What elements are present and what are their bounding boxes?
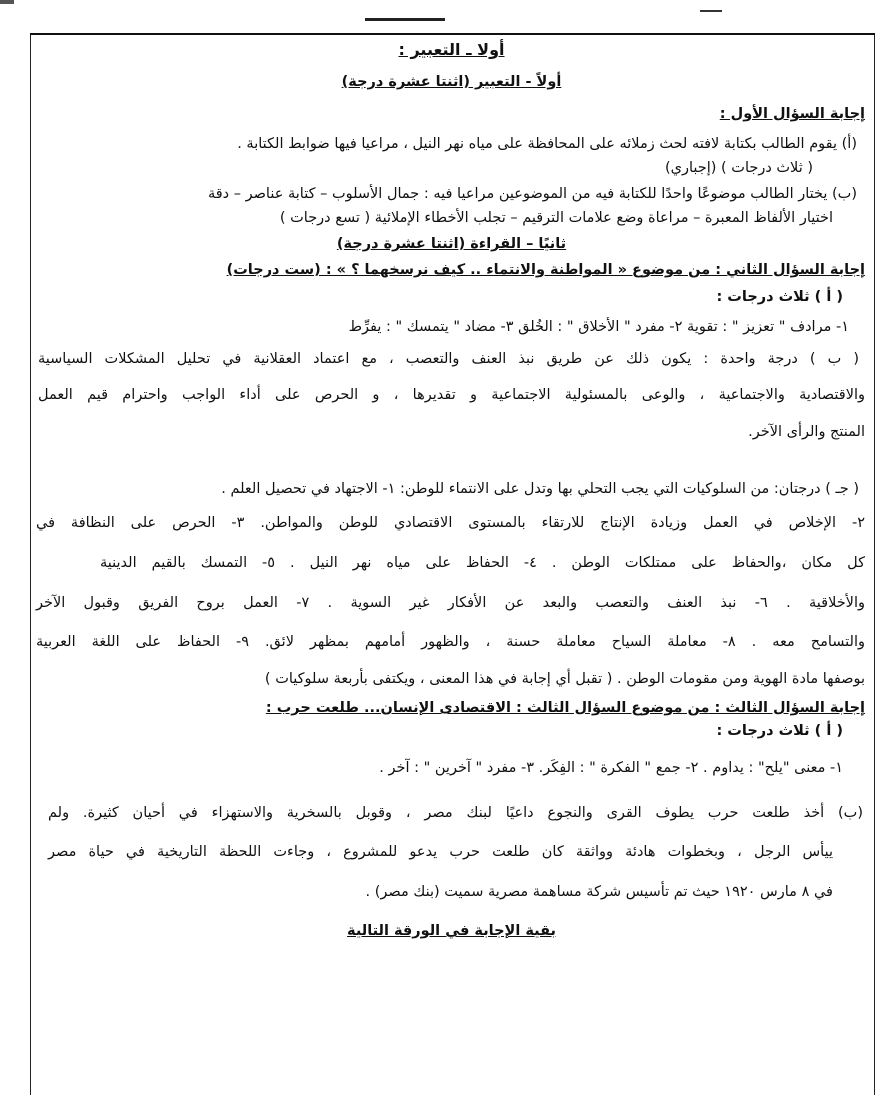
q3-a-title: ( أ ) ثلاث درجات :: [716, 723, 843, 739]
q2-c-line6: بوصفها مادة الهوية ومن مقومات الوطن . ( تقبل أي إجابة في هذا المعنى ، ويكتفى بأربعة سلوكيات ): [264, 671, 865, 687]
q1-a-line2: ( ثلاث درجات ) (إجباري): [664, 160, 813, 176]
q2-a-title: ( أ ) ثلاث درجات :: [716, 289, 843, 305]
q1-b-line1: (ب) يختار الطالب موضوعًا واحدًا للكتابة فيه من الموضوعين مراعيا فيه : جمال الأسلوب – كتابة عناصر – دقة: [207, 186, 857, 202]
top-dash-fragment: [700, 10, 722, 12]
page-title: أولا ـ التعبير :: [398, 40, 505, 59]
q3-b-line3: في ٨ مارس ١٩٢٠ حيث تم تأسيس شركة مساهمة مصرية سميت (بنك مصر) .: [365, 884, 833, 900]
scan-corner-mark: [0, 0, 14, 4]
q2-a-items: ١- مرادف " تعزيز " : تقوية ٢- مفرد " الأخلاق " : الخُلق ٣- مضاد " يتمسك " : يفرِّط: [348, 319, 849, 335]
top-cut-fragment: [365, 8, 445, 21]
q3-label: إجابة السؤال الثالث : من موضوع السؤال الثالث : الاقتصادى الإنسان... طلعت حرب :: [265, 700, 865, 716]
q1-label: إجابة السؤال الأول :: [719, 106, 865, 122]
q3-b-line2: ييأس الرجل ، وبخطوات هادئة وواثقة كان طلعت حرب يدعو للمشروع ، وجاءت اللحظة التاريخية في حياة مصر: [48, 844, 833, 860]
continue-note: بقية الإجابة في الورقة التالية: [347, 923, 556, 939]
q2-c-line4: والأخلاقية . ٦- نبذ العنف والتعصب والبعد عن الأفكار غير السوية . ٧- العمل بروح الفريق وقبول الآخر: [36, 595, 865, 611]
q3-b-line1: (ب) أخذ طلعت حرب يطوف القرى والنجوع داعيًا لبنك مصر ، وقوبل بالسخرية والاستهزاء في أحيان كثيرة. ولم: [48, 805, 863, 821]
section2-title: ثانيًا – القراءة (اثنتا عشرة درجة): [336, 236, 567, 252]
q2-b-line3: المنتج والرأى الآخر.: [748, 424, 865, 440]
q2-b-line1: ( ب ) درجة واحدة : يكون ذلك عن طريق نبذ العنف والتعصب ، مع اعتماد العقلانية في تحليل المشكلات السياسية: [38, 351, 859, 367]
q2-c-line3: كل مكان ،والحفاظ على ممتلكات الوطن . ٤- الحفاظ على مياه نهر النيل . ٥- التمسك بالقيم الدينية: [100, 555, 865, 571]
q2-b-line2: والاقتصادية والاجتماعية ، والوعى بالمسئولية الاجتماعية و تقديرها ، و الحرص على أداء الواجب واحترام قيم العمل: [38, 387, 865, 403]
q2-c-line1: ( جـ ) درجتان: من السلوكيات التي يجب التحلي بها وتدل على الانتماء للوطن: ١- الاجتهاد في تحصيل العلم .: [221, 481, 859, 497]
q3-a-items: ١- معنى "يلح" : يداوم . ٢- جمع " الفكرة " : الفِكَر. ٣- مفرد " آخرين " : آخر .: [379, 760, 843, 776]
section1-title: أولاً - التعبير (اثنتا عشرة درجة): [341, 74, 562, 90]
q1-b-line2: اختيار الألفاظ المعبرة – مراعاة وضع علامات الترقيم – تجلب الأخطاء الإملائية ( تسع درجات ): [279, 210, 833, 226]
q2-c-line2: ٢- الإخلاص في العمل وزيادة الإنتاج للارتقاء بالمستوى الاقتصادي للوطن والمواطن. ٣- الحرص على النظافة في: [36, 515, 866, 531]
q1-a-line1: (أ) يقوم الطالب بكتابة لافته لحث زملائه على المحافظة على مياه نهر النيل ، مراعيا فيها ضوابط الكتابة .: [237, 136, 857, 152]
q2-label: إجابة السؤال الثاني : من موضوع « المواطنة والانتماء .. كيف نرسخهما ؟ » : (ست درجات): [226, 262, 865, 278]
q2-c-line5: والتسامح معه . ٨- معاملة السياح معاملة حسنة ، والظهور أمامهم بمظهر لائق. ٩- الحفاظ على اللغة العربية: [36, 634, 866, 650]
